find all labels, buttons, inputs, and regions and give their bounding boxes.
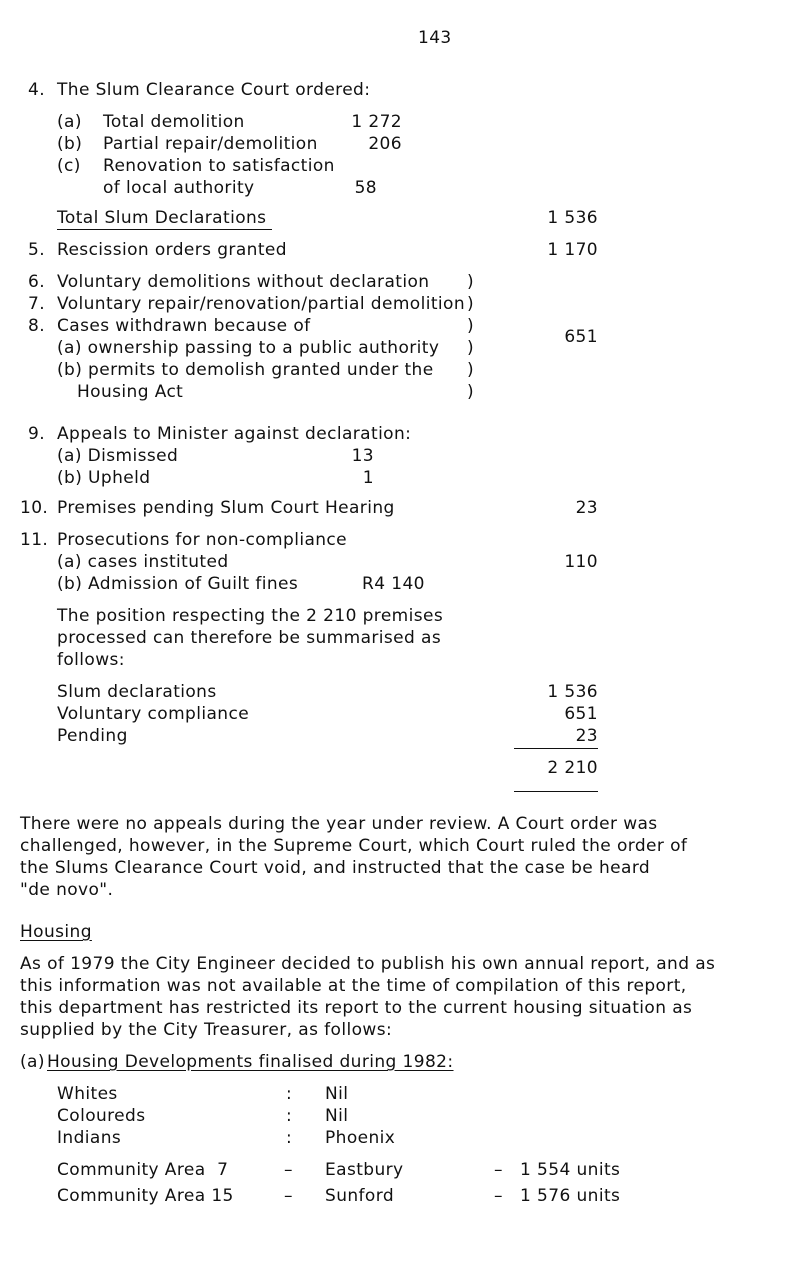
item-4c-value: 58 <box>354 178 377 198</box>
summary-row-label: Slum declarations <box>57 682 217 702</box>
community-area-label: Community Area 15 <box>57 1186 234 1206</box>
item-4-number: 4. <box>28 80 46 100</box>
housing-group-value: Nil <box>325 1106 349 1126</box>
item-11b-value: R4 140 <box>362 574 425 594</box>
item-4b-value: 206 <box>368 134 402 154</box>
item-6-text: Voluntary demolitions without declaration <box>57 272 430 292</box>
housing-group-value: Nil <box>325 1084 349 1104</box>
housing-group-sep: : <box>286 1084 293 1104</box>
item-7-number: 7. <box>28 294 46 314</box>
paragraph-line: the Slums Clearance Court void, and instructed that the case be heard <box>20 858 651 878</box>
community-area-place: Eastbury <box>325 1160 404 1180</box>
item-8-text: Cases withdrawn because of <box>57 316 311 336</box>
item-9-number: 9. <box>28 424 46 444</box>
summary-line: processed can therefore be summarised as <box>57 628 442 648</box>
item-4a-value: 1 272 <box>351 112 402 132</box>
paragraph-line: There were no appeals during the year under review. A Court order was <box>20 814 658 834</box>
item-9a-value: 13 <box>351 446 374 466</box>
housing-paragraph-line: supplied by the City Treasurer, as follows: <box>20 1020 393 1040</box>
housing-group-sep: : <box>286 1128 293 1148</box>
item-11b-text: (b) Admission of Guilt fines <box>57 574 299 594</box>
community-area-units: 1 554 units <box>520 1160 621 1180</box>
item-4b-label: (b) <box>57 134 83 154</box>
housing-sub-heading: Housing Developments finalised during 1982: <box>47 1052 454 1072</box>
item-8a-text: (a) ownership passing to a public authority <box>57 338 440 358</box>
item-11-number: 11. <box>20 530 49 550</box>
summary-line: follows: <box>57 650 125 670</box>
item-11a-value: 110 <box>564 552 598 572</box>
item-4c-text-line2: of local authority <box>103 178 255 198</box>
item-10-value: 23 <box>575 498 598 518</box>
item-4c-text-line1: Renovation to satisfaction <box>103 156 335 176</box>
summary-row-value: 1 536 <box>547 682 598 702</box>
item-7-text: Voluntary repair/renovation/partial demolition <box>57 294 466 314</box>
housing-group-sep: : <box>286 1106 293 1126</box>
summary-total-rule <box>514 791 598 792</box>
total-slum-declarations-label: Total Slum Declarations <box>57 208 267 228</box>
community-area-dash: – <box>284 1186 293 1206</box>
items-6-8-value: 651 <box>564 327 598 347</box>
group-paren: ) <box>467 338 475 358</box>
summary-subtotal-rule <box>514 748 598 749</box>
item-4b-text: Partial repair/demolition <box>103 134 318 154</box>
item-8b-text-line1: (b) permits to demolish granted under the <box>57 360 434 380</box>
total-slum-declarations-value: 1 536 <box>547 208 598 228</box>
community-area-place: Sunford <box>325 1186 395 1206</box>
item-4a-text: Total demolition <box>103 112 245 132</box>
group-paren: ) <box>467 316 475 336</box>
group-paren: ) <box>467 294 475 314</box>
housing-heading: Housing <box>20 922 92 942</box>
item-11-heading: Prosecutions for non-compliance <box>57 530 348 550</box>
housing-group-label: Indians <box>57 1128 122 1148</box>
housing-paragraph-line: this information was not available at the time of compilation of this report, <box>20 976 687 996</box>
item-4-heading: The Slum Clearance Court ordered: <box>57 80 371 100</box>
item-4c-label: (c) <box>57 156 81 176</box>
housing-paragraph-line: As of 1979 the City Engineer decided to publish his own annual report, and as <box>20 954 716 974</box>
summary-line: The position respecting the 2 210 premises <box>57 606 444 626</box>
item-11a-text: (a) cases instituted <box>57 552 229 572</box>
group-paren: ) <box>467 272 475 292</box>
community-area-dash: – <box>494 1186 503 1206</box>
total-label-underline <box>57 229 272 230</box>
community-area-units: 1 576 units <box>520 1186 621 1206</box>
item-9b-value: 1 <box>362 468 374 488</box>
item-8b-text-line2: Housing Act <box>77 382 184 402</box>
item-5-value: 1 170 <box>547 240 598 260</box>
summary-total-value: 2 210 <box>547 758 598 778</box>
item-8-number: 8. <box>28 316 46 336</box>
page-number: 143 <box>418 28 452 48</box>
community-area-label: Community Area 7 <box>57 1160 229 1180</box>
item-9-heading: Appeals to Minister against declaration: <box>57 424 412 444</box>
item-6-number: 6. <box>28 272 46 292</box>
summary-row-value: 651 <box>564 704 598 724</box>
housing-group-value: Phoenix <box>325 1128 396 1148</box>
housing-sub-label: (a) <box>20 1052 45 1072</box>
item-9b-text: (b) Upheld <box>57 468 151 488</box>
summary-row-label: Voluntary compliance <box>57 704 250 724</box>
item-9a-text: (a) Dismissed <box>57 446 179 466</box>
paragraph-line: challenged, however, in the Supreme Court, which Court ruled the order of <box>20 836 688 856</box>
group-paren: ) <box>467 360 475 380</box>
community-area-dash: – <box>494 1160 503 1180</box>
item-5-text: Rescission orders granted <box>57 240 287 260</box>
item-4a-label: (a) <box>57 112 82 132</box>
item-10-text: Premises pending Slum Court Hearing <box>57 498 395 518</box>
community-area-dash: – <box>284 1160 293 1180</box>
housing-paragraph-line: this department has restricted its report to the current housing situation as <box>20 998 693 1018</box>
summary-row-value: 23 <box>575 726 598 746</box>
paragraph-line: "de novo". <box>20 880 114 900</box>
housing-group-label: Coloureds <box>57 1106 146 1126</box>
item-5-number: 5. <box>28 240 46 260</box>
item-10-number: 10. <box>20 498 49 518</box>
group-paren: ) <box>467 382 475 402</box>
housing-group-label: Whites <box>57 1084 118 1104</box>
summary-row-label: Pending <box>57 726 128 746</box>
